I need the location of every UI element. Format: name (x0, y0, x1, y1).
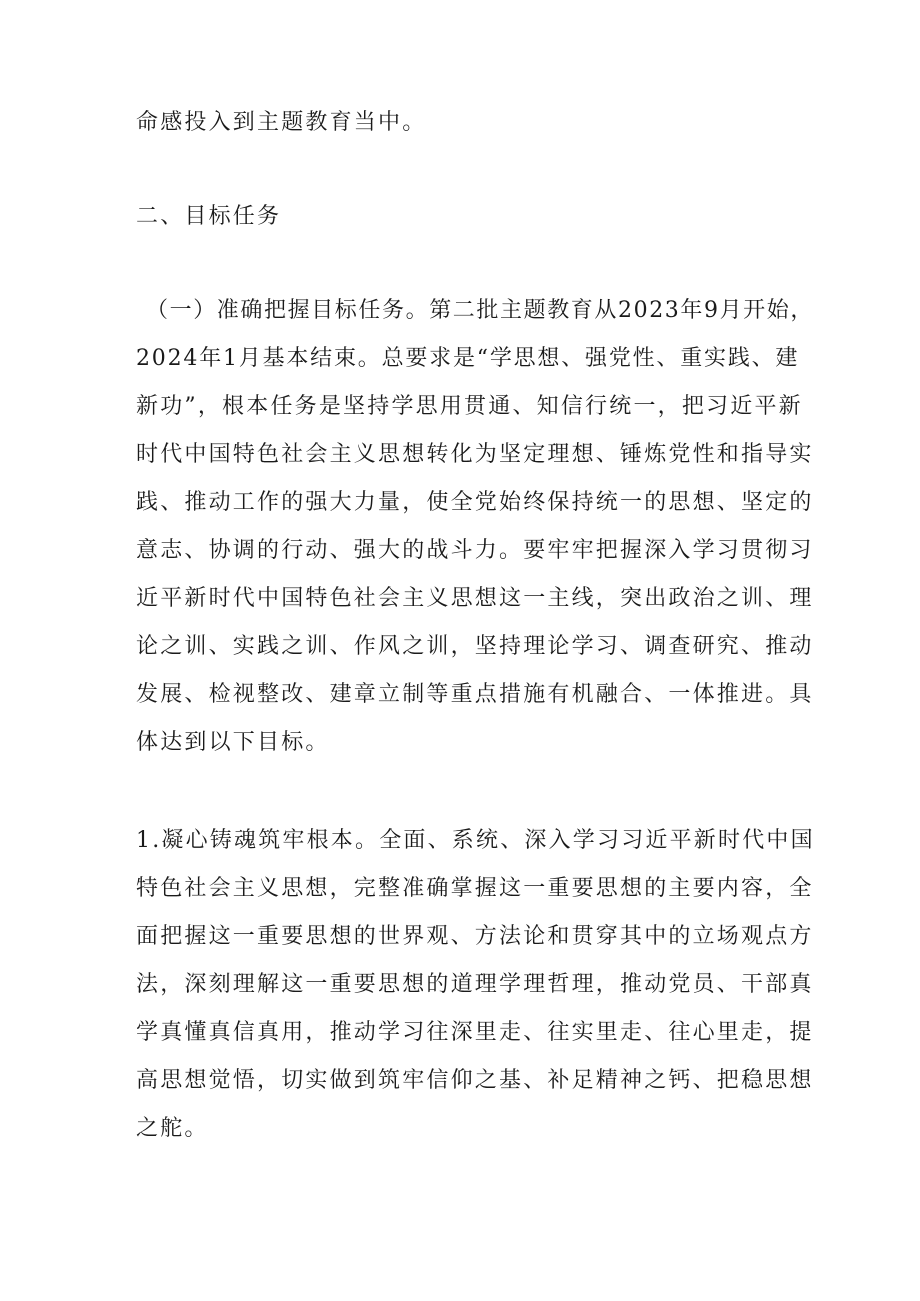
paragraph-line: 特色社会主义思想，完整准确掌握这一重要思想的主要内容，全 (136, 876, 814, 901)
paragraph-line: 时代中国特色社会主义思想转化为坚定理想、锤炼党性和指导实 (136, 442, 814, 467)
paragraph-line: 法，深刻理解这一重要思想的道理学理哲理，推动党员、干部真 (136, 972, 814, 997)
paragraph-line: （一）准确把握目标任务。第二批主题教育从2023年9月开始， (146, 298, 814, 323)
section-heading: 二、目标任务 (136, 204, 282, 229)
paragraph-line: 面把握这一重要思想的世界观、方法论和贯穿其中的立场观点方 (136, 924, 814, 949)
paragraph-line: 学真懂真信真用，推动学习往深里走、往实里走、往心里走，提 (136, 1020, 814, 1045)
paragraph-line: 2024年1月基本结束。总要求是“学思想、强党性、重实践、建 (136, 346, 800, 371)
paragraph-line: 体达到以下目标。 (136, 730, 330, 755)
text-line: 命感投入到主题教育当中。 (136, 110, 427, 135)
paragraph-line: 高思想觉悟，切实做到筑牢信仰之基、补足精神之钙、把稳思想 (136, 1068, 814, 1093)
paragraph-line: 近平新时代中国特色社会主义思想这一主线，突出政治之训、理 (136, 586, 814, 611)
paragraph-line: 1.凝心铸魂筑牢根本。全面、系统、深入学习习近平新时代中国 (136, 828, 815, 853)
paragraph-line: 新功”，根本任务是坚持学思用贯通、知信行统一，把习近平新 (136, 394, 803, 419)
paragraph-line: 论之训、实践之训、作风之训，坚持理论学习、调查研究、推动 (136, 634, 814, 659)
paragraph-line: 意志、协调的行动、强大的战斗力。要牢牢把握深入学习贯彻习 (136, 538, 814, 563)
paragraph-line: 之舵。 (136, 1116, 209, 1141)
paragraph-line: 发展、检视整改、建章立制等重点措施有机融合、一体推进。具 (136, 682, 814, 707)
paragraph-line: 践、推动工作的强大力量，使全党始终保持统一的思想、坚定的 (136, 490, 814, 515)
